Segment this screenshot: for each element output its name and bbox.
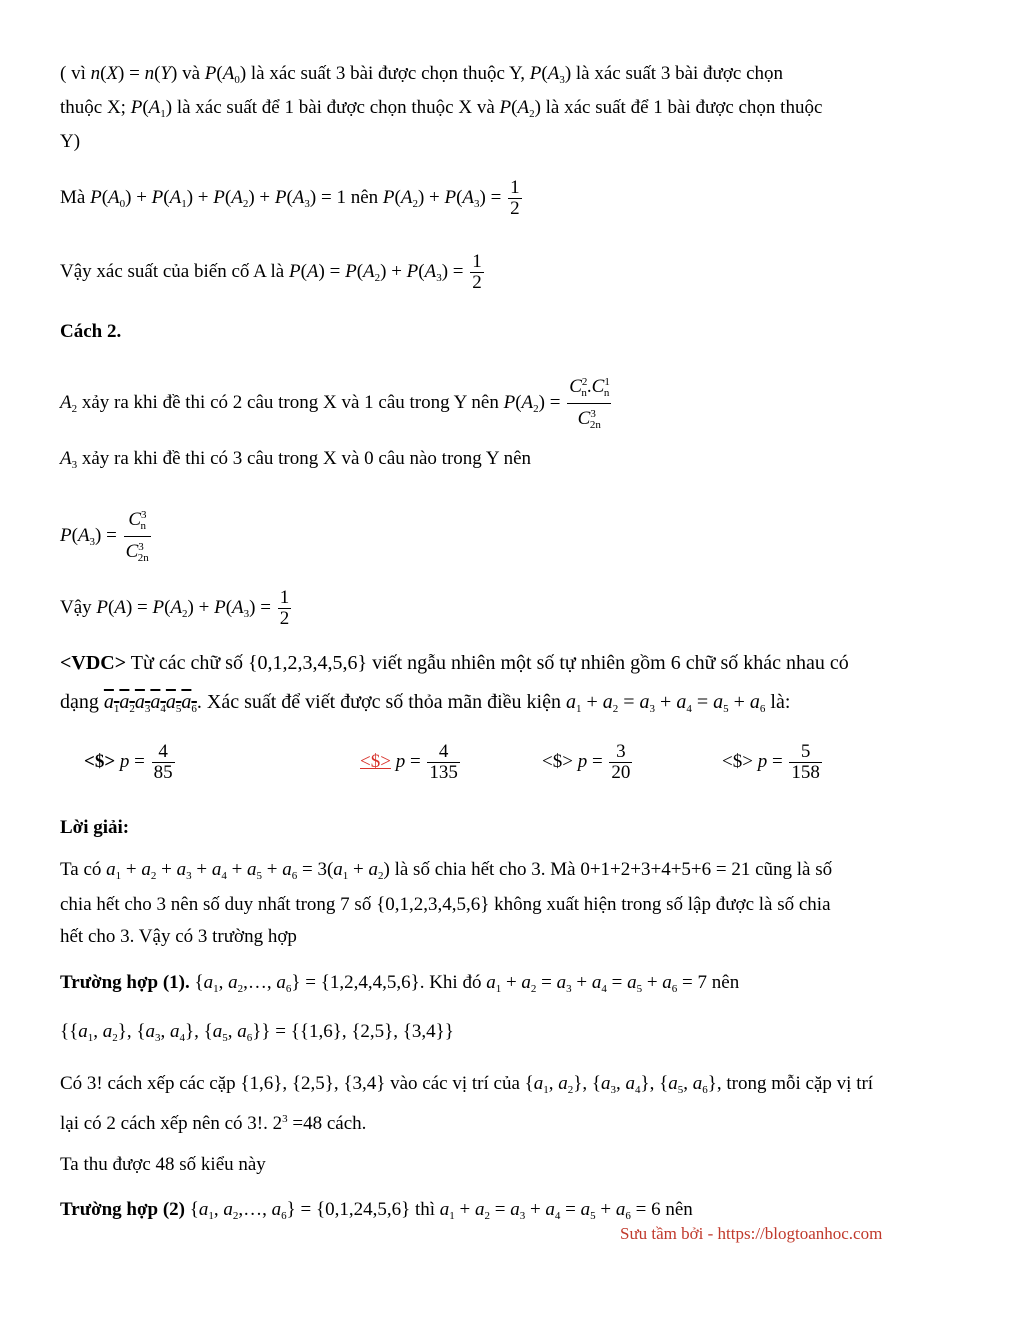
fraction-pa3: $\frac{C^3_n}{C^3_{2n}}$	[124, 505, 151, 568]
a2-line: $A_2$ xảy ra khi đề thi có 2 câu trong X và 1 câu trong Y nên $P(A_2)$ = $\frac{C^2_n.C^1_n}{C^3_{2n}}$	[60, 372, 613, 435]
correct-answer-marker: <$>	[360, 750, 391, 772]
solution-heading: Lời giải:	[60, 817, 130, 838]
vay-line: Vậy $P(A) = P(A_2) + P(A_3)$ = $\frac{1}{2}$	[60, 587, 290, 629]
a3-line: $A_3$ xảy ra khi đề thi có 3 câu trong X và 0 câu nào trong Y nên	[60, 448, 532, 471]
text-line-4: Mà $P(A_0) + P(A_1) + P(A_2) + P(A_3) = 1$ nên $P(A_2) + P(A_3)$ = $\frac{1}{2}$	[60, 177, 520, 219]
solution-line-2: chia hết cho 3 nên số duy nhất trong 7 số {0,1,2,3,4,5,6} không xuất hiện trong số lập được là số chia	[60, 894, 831, 915]
option-c[interactable]: <$> p = $\frac{3}{20}$	[542, 741, 631, 783]
heading-cach-2: Cách 2.	[60, 321, 122, 342]
fraction-one-half: $\frac{1}{2}$	[279, 587, 290, 629]
text-line-5: Vậy xác suất của biến cố A là $P(A) = P(A_2) + P(A_3)$ = $\frac{1}{2}$	[60, 251, 482, 293]
fraction-one-half: $\frac{1}{2}$	[510, 177, 520, 219]
solution-line-5: Có 3! cách xếp các cặp {1,6}, {2,5}, {3,4} vào các vị trí của {$a_1$, $a_2$}, {$a_3$, $a_4$}, {$a_5$, $a_6$}, trong mỗi cặp vị trí	[60, 1073, 874, 1096]
text-line-2: thuộc X; $P(A_1)$ là xác suất để 1 bài được chọn thuộc X và $P(A_2)$ là xác suất để 1 bài được chọn thuộc	[60, 97, 823, 120]
solution-line-6: lại có 2 cách xếp nên có 3!. $2^3 =48$ cách.	[60, 1113, 367, 1134]
text-line-1: ( vì n(X) = n(Y) và $P(A_0)$ là xác suất 3 bài được chọn thuộc Y, $P(A_3)$ là xác suất 3 bài được chọn	[60, 63, 784, 86]
case-1-pairs: {{$a_1$, $a_2$}, {$a_3$, $a_4$}, {$a_5$, $a_6\}\} = \{\{1,6\}$, {2,5}, {3,4}}	[60, 1021, 454, 1044]
solution-line-7: Ta thu được 48 số kiểu này	[60, 1154, 266, 1175]
solution-line-1: Ta có $a_1 + a_2 + a_3 + a_4 + a_5 + a_6 = 3(a_1 + a_2)$ là số chia hết cho 3. Mà 0+1+2+3+4+5+6 = 21 cũng là số	[60, 859, 833, 882]
fraction-one-half: $\frac{1}{2}$	[472, 251, 482, 293]
case-2-line: Trường hợp (2) {$a_1$, $a_2,\dots$, $a_6\} = \{0,1,24,5,6\}$ thì $a_1 + a_2 = a_3 + a_4 = a_5 + a_6 = 6$ nên	[60, 1199, 693, 1222]
pa3-formula: $P(A_3)$ = $\frac{C^3_n}{C^3_{2n}}$	[60, 505, 153, 568]
fraction-pa2: $\frac{C^2_n.C^1_n}{C^3_{2n}}$	[567, 372, 611, 435]
solution-line-3: hết cho 3. Vậy có 3 trường hợp	[60, 926, 297, 947]
question-line-2: dạng $a_1a_2a_3a_4a_5a_6$. Xác suất để viết được số thỏa mãn điều kiện $a_1 + a_2 = a_3 + a_4 = a_5 + a_6$ là:	[60, 691, 791, 715]
text-line-3: Y)	[60, 131, 81, 152]
footer-source[interactable]: Sưu tầm bởi - https://blogtoanhoc.com	[620, 1224, 883, 1243]
question-line-1: <VDC> Từ các chữ số {0,1,2,3,4,5,6} viết ngẫu nhiên một số tự nhiên gồm 6 chữ số khác nhau có	[60, 652, 849, 674]
option-b-correct[interactable]: <$> p = $\frac{4}{135}$	[360, 741, 458, 783]
question-tag: <VDC>	[60, 652, 127, 674]
option-a[interactable]: <$> p = $\frac{4}{85}$	[84, 741, 173, 783]
option-d[interactable]: <$> p = $\frac{5}{158}$	[722, 741, 820, 783]
case-1-line: Trường hợp (1). {$a_1$, $a_2,\dots$, $a_6\} = \{1,2,4,4,5,6\}$. Khi đó $a_1 + a_2 = a_3 + a_4 = a_5 + a_6 = 7$ nên	[60, 972, 740, 995]
